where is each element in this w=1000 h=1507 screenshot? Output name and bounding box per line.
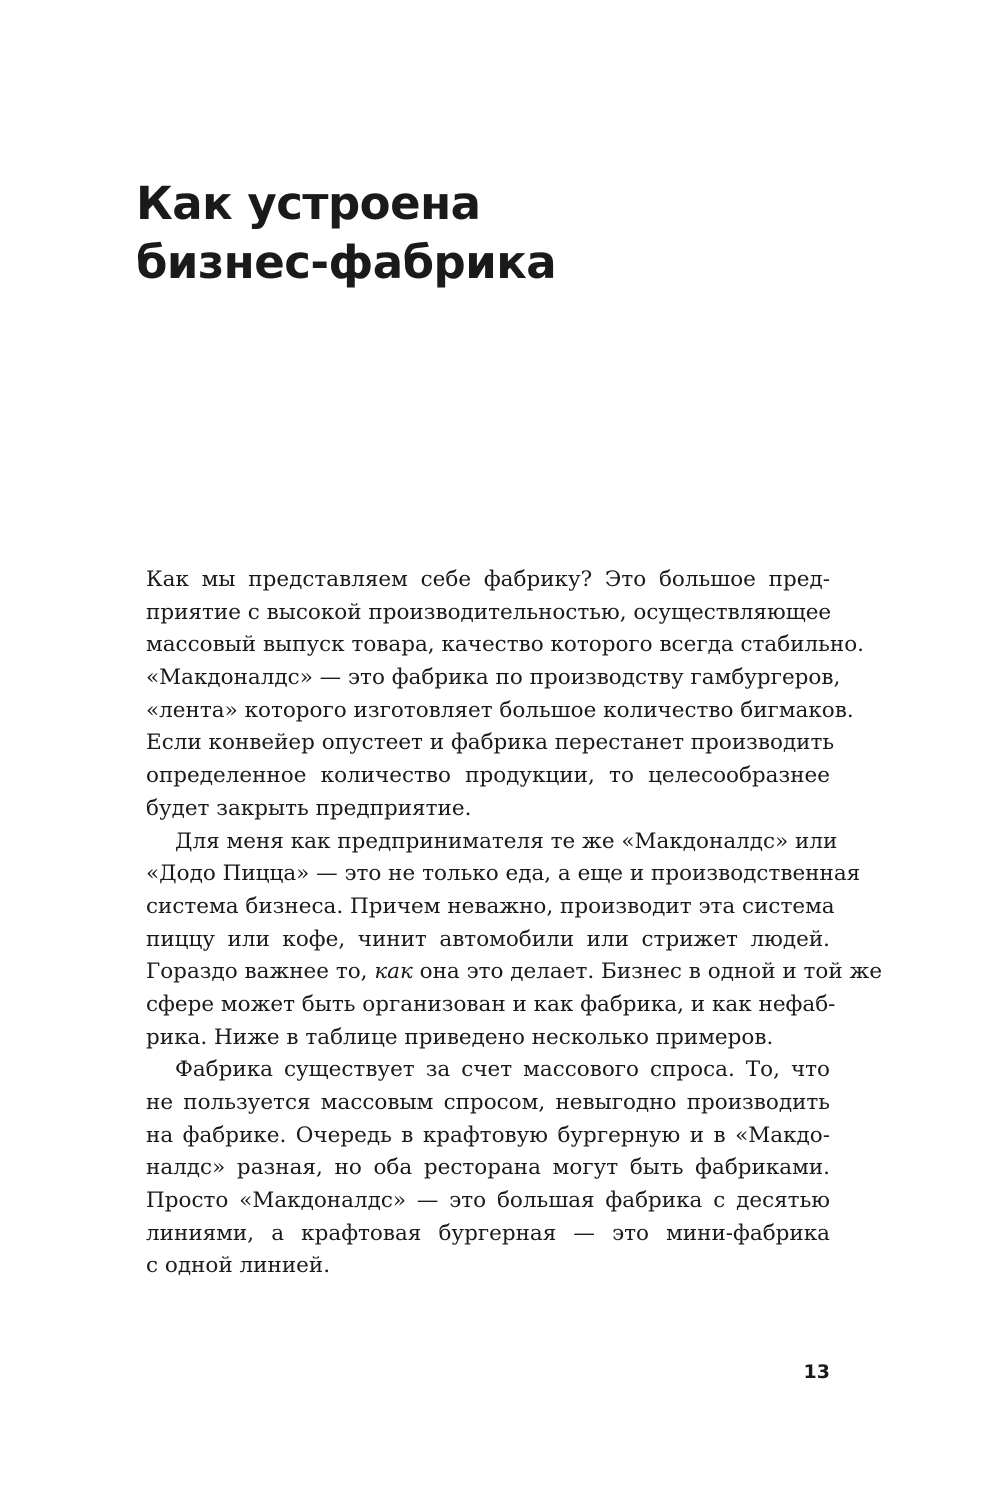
- text-line: не пользуется массовым спросом, невыгодно производить: [146, 1090, 830, 1115]
- paragraph-2: [146, 826, 883, 1055]
- text-line: рика. Ниже в таблице приведено несколько примеров.: [146, 1024, 774, 1050]
- paragraph-1: [146, 564, 864, 826]
- text-line: линиями, а крафтовая бургерная — это мини-фабрика: [146, 1220, 830, 1246]
- text-segment: Гораздо важнее то,: [146, 959, 375, 985]
- text-line: с одной линией.: [146, 1253, 331, 1279]
- text-line: сфере может быть организован и как фабрика, и как нефаб-: [146, 991, 836, 1017]
- page-number: 13: [803, 1361, 830, 1383]
- text-line: «лента» которого изготовляет большое количество бигмаков.: [146, 697, 854, 723]
- text-line: Просто «Макдоналдс» — это большая фабрика с десятью: [146, 1188, 830, 1214]
- text-line: система бизнеса. Причем неважно, производит эта система: [146, 893, 835, 919]
- text-line: Как мы представляем себе фабрику? Это большое пред-: [146, 567, 830, 592]
- text-line: Для меня как предпринимателя те же «Макдоналдс» или: [175, 828, 838, 854]
- chapter-title-line-1: Как устроена: [136, 177, 481, 230]
- chapter-title: [136, 174, 836, 292]
- text-line: «Макдоналдс» — это фабрика по производству гамбургеров,: [146, 665, 841, 691]
- text-line-with-emphasis: [146, 956, 883, 989]
- emphasis-word: как: [374, 959, 413, 985]
- text-segment: она это делает. Бизнес в одной и той же: [412, 959, 883, 985]
- text-line: пиццу или кофе, чинит автомобили или стрижет людей.: [146, 926, 830, 952]
- text-line: приятие с высокой производительностью, осуществляющее: [146, 599, 832, 625]
- paragraph-3: [146, 1054, 830, 1283]
- text-line: Если конвейер опустеет и фабрика перестанет производить: [146, 730, 835, 756]
- text-line: на фабрике. Очередь в крафтовую бургерную и в «Макдо-: [146, 1122, 830, 1148]
- text-line: Фабрика существует за счет массового спроса. То, что: [175, 1057, 830, 1083]
- text-line: массовый выпуск товара, качество которого всегда стабильно.: [146, 632, 864, 658]
- text-line: налдс» разная, но оба ресторана могут быть фабриками.: [146, 1155, 830, 1181]
- chapter-title-line-2: бизнес-фабрика: [136, 236, 557, 289]
- text-line: будет закрыть предприятие.: [146, 795, 472, 821]
- text-line: определенное количество продукции, то целесообразнее: [146, 763, 830, 789]
- text-line: «Додо Пицца» — это не только еда, а еще и производственная: [146, 861, 861, 887]
- body-text: [146, 564, 883, 1283]
